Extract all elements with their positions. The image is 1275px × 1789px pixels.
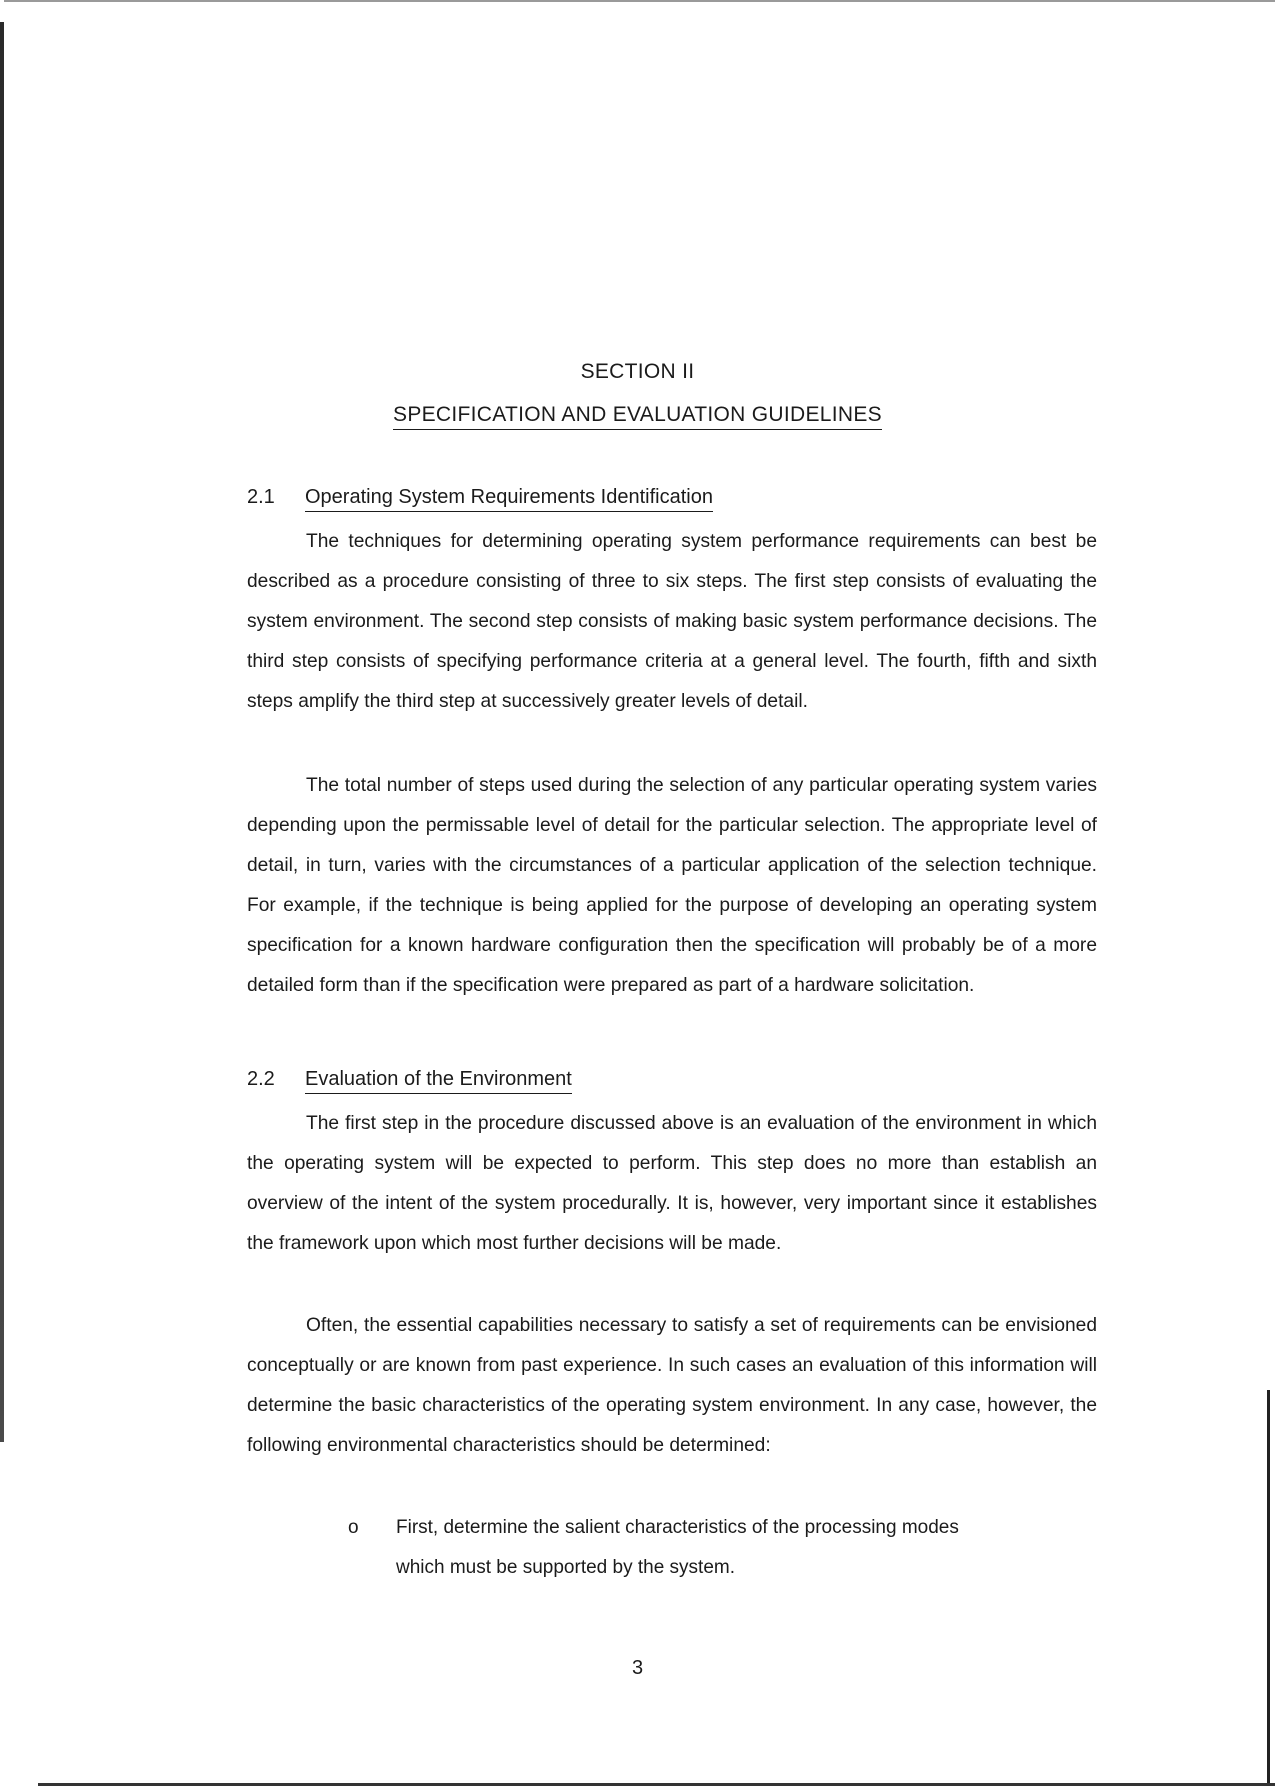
paragraph: The first step in the procedure discussed above is an evaluation of the environment in which the operating system will be expected to perform. This step does no more than establish an overview of the intent of the system procedurally. It is, however, very important since it establishes the framework upon which most further decisions will be made. — [247, 1113, 1097, 1254]
subsection-title: Evaluation of the Environment — [305, 1068, 572, 1094]
subsection-heading-2-2 — [247, 1068, 572, 1091]
scan-edge-left — [0, 22, 4, 1442]
scan-edge-top — [4, 0, 1275, 2]
paragraph: The total number of steps used during the selection of any particular operating system varies depending upon the permissable level of detail for the particular selection. The appropriate level of detail, in turn, varies with the circumstances of a particular application of the selection technique. For example, if the technique is being applied for the purpose of developing an operating system specification for a known hardware configuration then the specification will probably be of a more detailed form than if the specification were prepared as part of a hardware solicitation. — [247, 775, 1097, 996]
page-number: 3 — [631, 1657, 644, 1679]
subsection-number: 2.2 — [247, 1068, 275, 1090]
section-subtitle — [0, 403, 1275, 427]
bullet-marker: o — [348, 1517, 359, 1538]
paragraph: Often, the essential capabilities necessary to satisfy a set of requirements can be envisioned conceptually or are known from past experience. In such cases an evaluation of this information will determine the basic characteristics of the operating system environment. In any case, however, the following environmental characteristics should be determined: — [247, 1315, 1097, 1456]
subsection-number: 2.1 — [247, 486, 275, 508]
scan-edge-right — [1267, 1390, 1270, 1785]
list-item — [348, 1508, 1004, 1588]
bullet-text: First, determine the salient characteristics of the processing modes which must be supported by the system. — [396, 1517, 959, 1578]
subsection-heading-2-1 — [247, 486, 713, 509]
section-subtitle-text: SPECIFICATION AND EVALUATION GUIDELINES — [393, 403, 882, 430]
section-title: SECTION II — [580, 360, 695, 383]
subsection-title: Operating System Requirements Identification — [305, 486, 713, 512]
scan-edge-bottom — [38, 1783, 1275, 1786]
paragraph: The techniques for determining operating system performance requirements can best be described as a procedure consisting of three to six steps. The first step consists of evaluating the system environment. The second step consists of making basic system performance decisions. The third step consists of specifying performance criteria at a general level. The fourth, fifth and sixth steps amplify the third step at successively greater levels of detail. — [247, 531, 1097, 712]
